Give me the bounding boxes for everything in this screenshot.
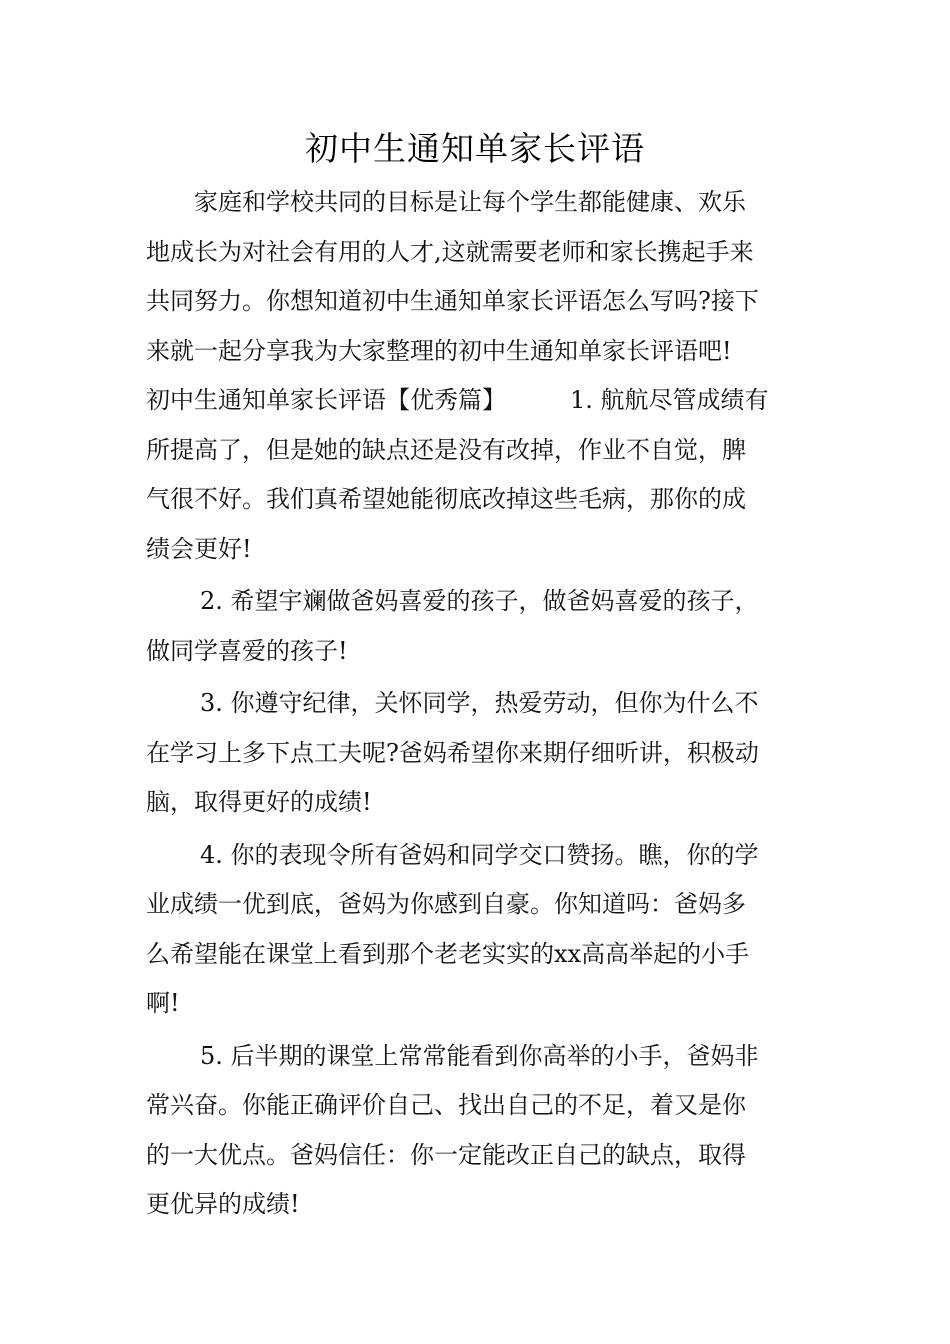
document-body (146, 178, 808, 1230)
item-line: 啊! (146, 989, 180, 1017)
item-1-line: 所提高了，但是她的缺点还是没有改掉，作业不自觉，脾 (146, 435, 746, 464)
item-line: 的一大优点。爸妈信任：你一定能改正自己的缺点，取得 (146, 1140, 746, 1169)
item-1-line: 气很不好。我们真希望她能彻底改掉这些毛病，那你的成 (146, 485, 746, 513)
intro-line: 地成长为对社会有用的人才,这就需要老师和家长携起手来 (146, 237, 754, 266)
page-title: 初中生通知单家长评语 (305, 129, 645, 168)
item-line: 2. 希望宇斓做爸妈喜爱的孩子，做爸妈喜爱的孩子， (200, 587, 759, 615)
intro-paragraph (146, 178, 808, 376)
item-line: 更优异的成绩! (146, 1190, 300, 1218)
section-paragraph (146, 376, 808, 574)
item-line: 脑，取得更好的成绩! (146, 788, 372, 816)
item-line: 4. 你的表现令所有爸妈和同学交口赞扬。瞧，你的学 (200, 840, 759, 869)
item-line: 常兴奋。你能正确评价自己、找出自己的不足，着又是你 (146, 1091, 746, 1119)
section-first-line (146, 376, 808, 426)
item-line: 做同学喜爱的孩子! (146, 636, 348, 665)
item-line: 5. 后半期的课堂上常常能看到你高举的小手，爸妈非 (200, 1041, 759, 1070)
item-line: 3. 你遵守纪律，关怀同学，热爱劳动，但你为什么不 (200, 689, 759, 717)
item-paragraph-4 (146, 831, 808, 1029)
section-heading: 初中生通知单家长评语【优秀篇】 (146, 386, 506, 414)
item-line: 么希望能在课堂上看到那个老老实实的xx高高举起的小手 (146, 939, 750, 968)
item-line: 在学习上多下点工夫呢?爸妈希望你来期仔细听讲，积极动 (146, 738, 759, 767)
item-paragraph-3 (146, 679, 808, 828)
intro-line: 来就一起分享我为大家整理的初中生通知单家长评语吧! (146, 336, 732, 365)
item-1-start: 1. 航航尽管成绩有 (570, 386, 769, 414)
item-1-line: 绩会更好! (146, 534, 252, 563)
intro-line: 共同努力。你想知道初中生通知单家长评语怎么写吗?接下 (146, 287, 759, 315)
item-paragraph-2 (146, 577, 808, 676)
intro-line: 家庭和学校共同的目标是让每个学生都能健康、欢乐 (194, 188, 746, 216)
item-paragraph-5 (146, 1032, 808, 1230)
item-line: 业成绩一优到底，爸妈为你感到自豪。你知道吗：爸妈多 (146, 890, 746, 918)
